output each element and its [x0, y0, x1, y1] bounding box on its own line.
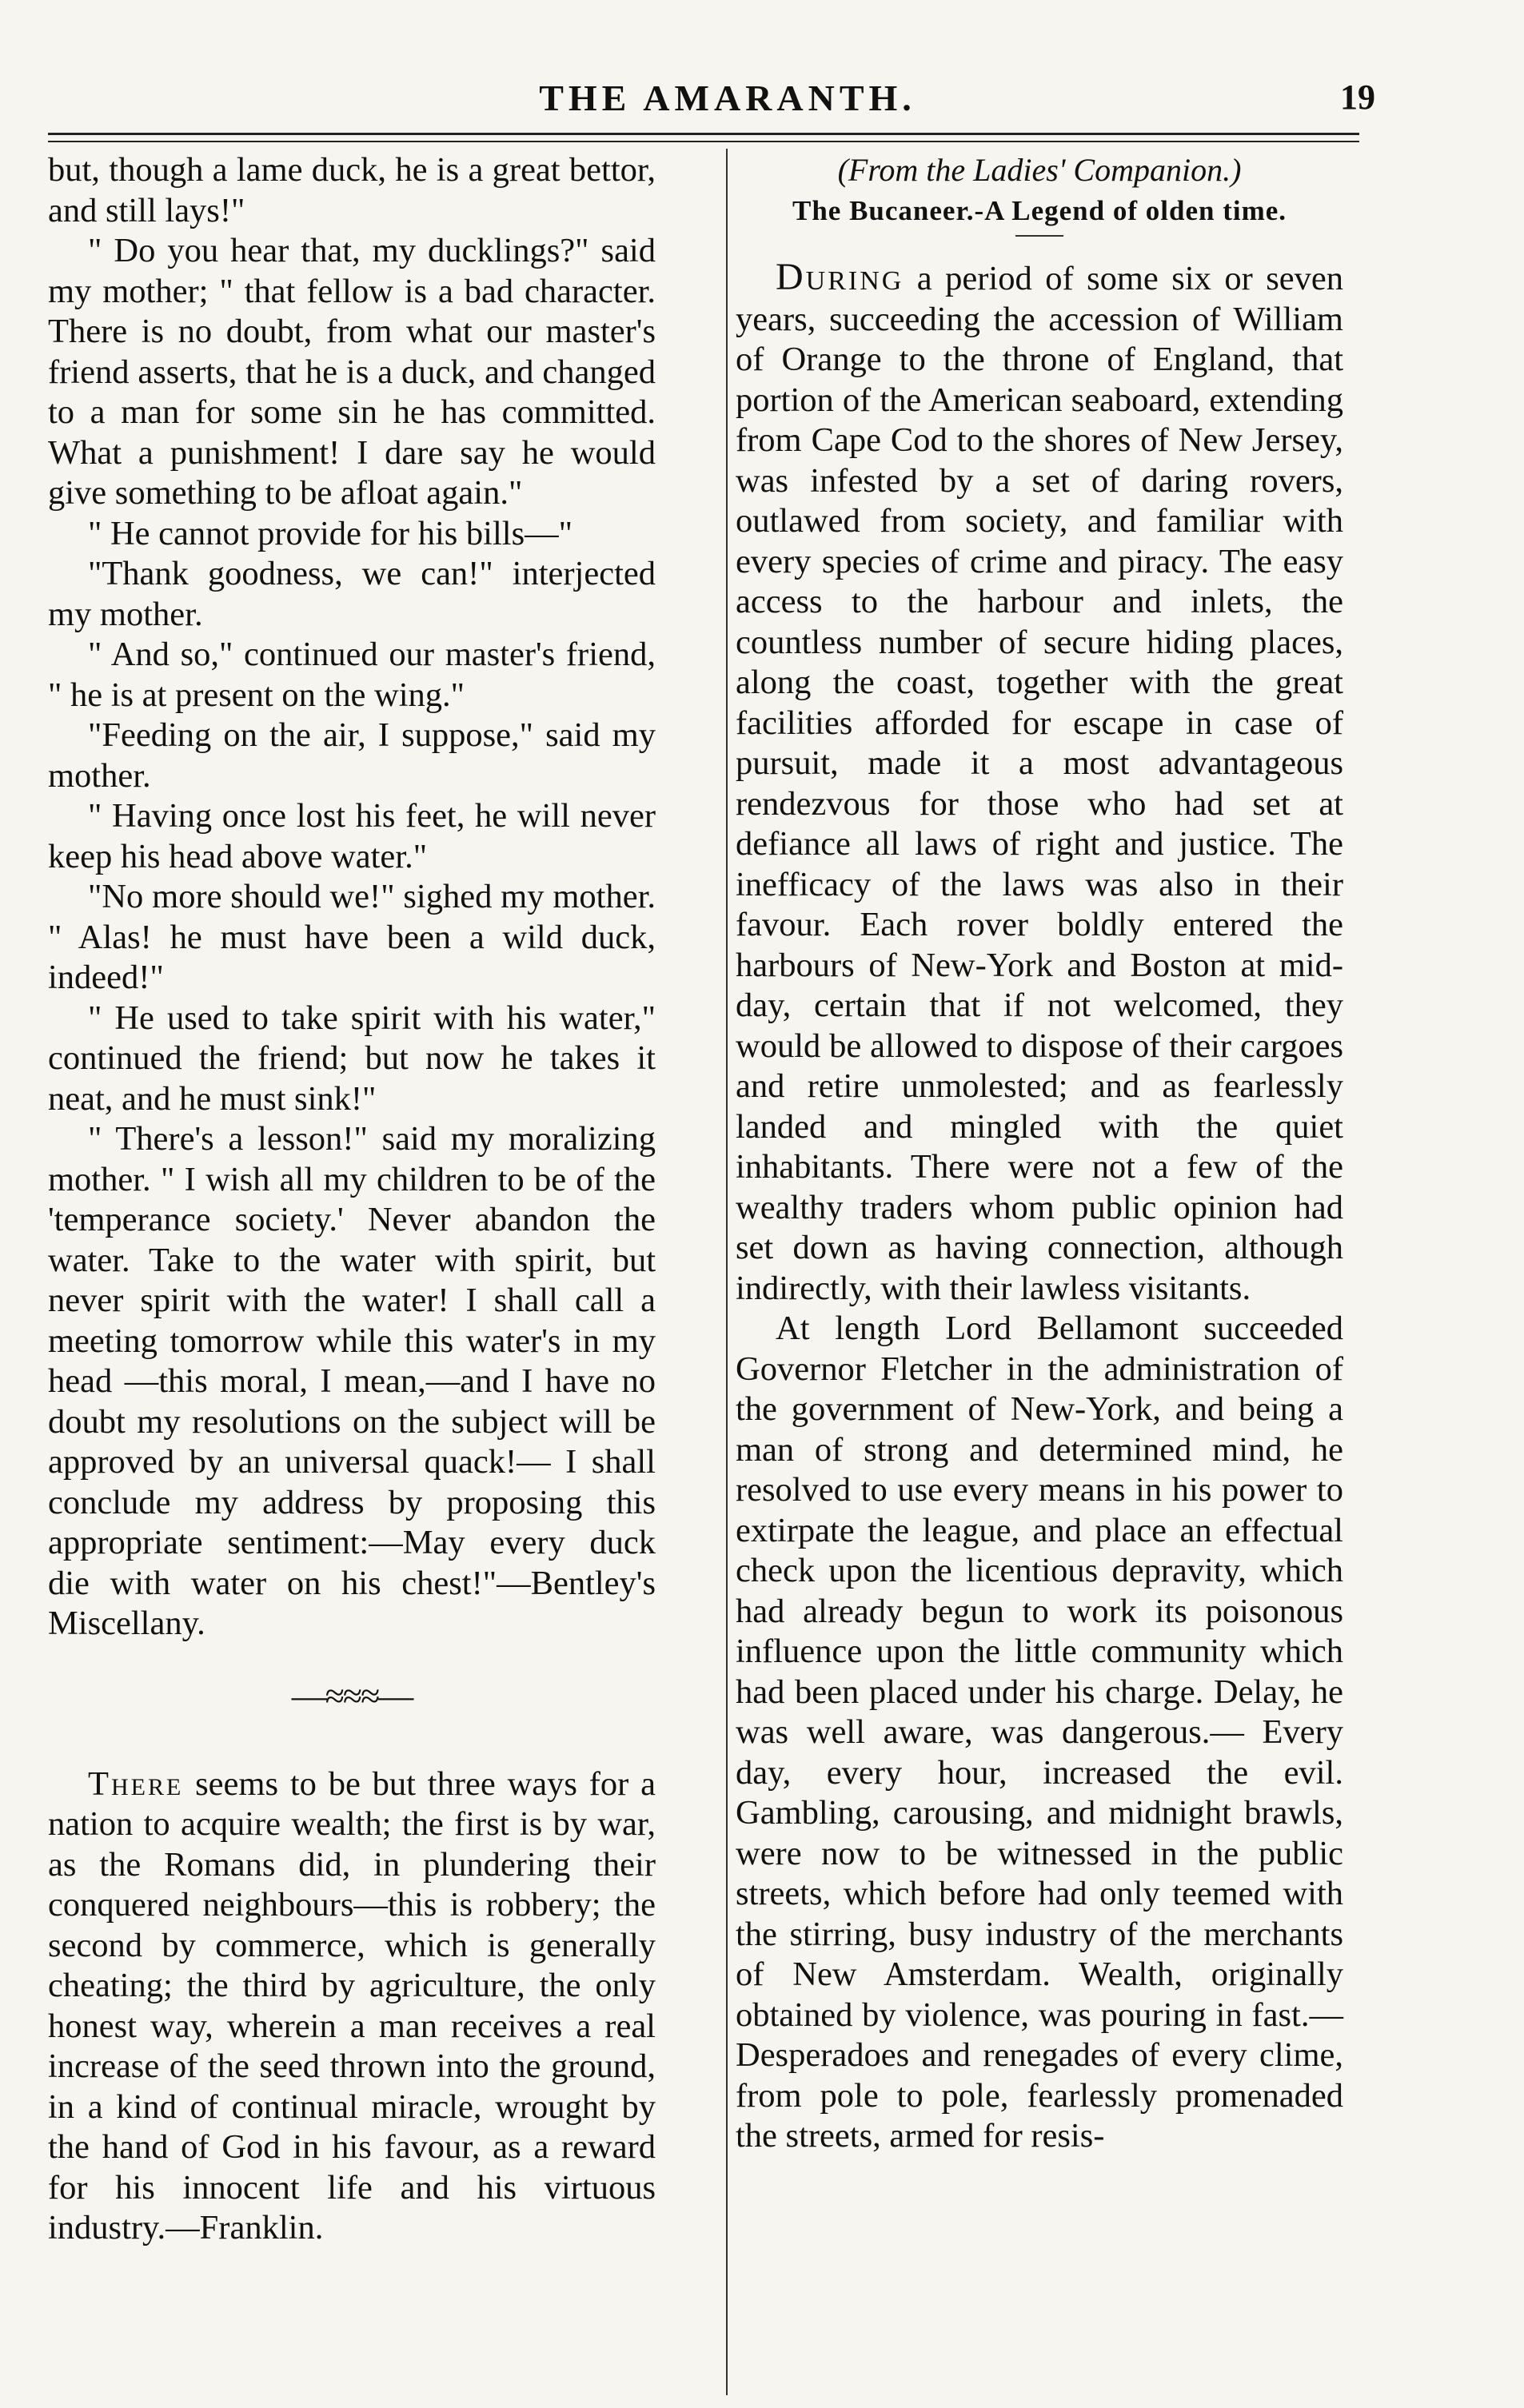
page-title: THE AMARANTH.: [539, 78, 916, 118]
franklin-paragraph: [48, 1764, 656, 2249]
drop-word: There: [88, 1764, 184, 1803]
title-rule: [1015, 235, 1063, 237]
paragraph: but, though a lame duck, he is a great bettor, and still lays!": [48, 151, 656, 229]
paragraph: " And so," continued our master's friend, " he is at present on the wing.": [48, 636, 656, 714]
column-divider: [726, 149, 728, 2395]
section-ornament: —≈≈≈—: [291, 1676, 413, 1716]
paragraph: " Do you hear that, my ducklings?" said my mother; " that fellow is a bad character. There is no doubt, from what our master's friend asserts, that he is a duck, and changed to a man for some sin he has committed. What a punishment! I dare say he would give something to be afloat again.": [48, 232, 656, 512]
paragraph-text: seems to be but three ways for a nation to acquire wealth; the first is by war, as the Romans did, in plundering their conquered neighbours—this is robbery; the second by commerce, which is generally cheating; the third by agriculture, the only honest way, wherein a man receives a real increase of the seed thrown into the ground, in a kind of continual miracle, wrought by the hand of God in his favour, as a reward for his innocent life and his virtuous industry.—Franklin.: [48, 1764, 656, 2247]
paragraph-text: a period of some six or seven years, succeeding the accession of William of Orange to the throne of England, that portion of the American seaboard, extending from Cape Cod to the shores of New Jersey, was infested by a set of daring rovers, outlawed from society, and familiar with every species of crime and piracy. The easy access to the harbour and inlets, the countless number of secure hiding places, along the coast, together with the great facilities afforded for escape in case of pursuit, made it a most advantageous rendezvous for those who had set at defiance all laws of right and justice. The inefficacy of the laws was also in their favour. Each rover boldly entered the harbours of New-York and Boston at mid-day, certain that if not welcomed, they would be allowed to dispose of their cargoes and retire unmolested; and as fearlessly landed and mingled with the quiet inhabitants. There were not a few of the wealthy traders whom public opinion had set down as having connection, although indirectly, with their lawless visitants.: [736, 260, 1343, 1307]
header-rule: [48, 133, 1359, 135]
right-column: [736, 150, 1343, 2157]
paragraph: "Feeding on the air, I suppose," said my mother.: [48, 716, 656, 795]
left-column: [48, 150, 656, 2249]
paragraph: "Thank goodness, we can!" interjected my mother.: [48, 555, 656, 633]
paragraph: " He cannot provide for his bills—": [88, 514, 572, 552]
paragraph: " He used to take spirit with his water," continued the friend; but now he takes it neat, and he must sink!": [48, 999, 656, 1118]
drop-word: During: [776, 256, 904, 298]
paragraph: " There's a lesson!" said my moralizing mother. " I wish all my children to be of the 'temperance society.' Never abandon the water. Take to the water with spirit, but never spirit with the water! I shall call a meeting tomorrow while this water's in my head —this moral, I mean,—and I have no doubt my resolutions on the subject will be approved by an universal quack!— I shall conclude my address by proposing this appropriate sentiment:—May every duck die with water on his chest!"—Bentley's Miscellany.: [48, 1120, 656, 1642]
article-source: (From the Ladies' Companion.): [837, 152, 1242, 188]
paragraph: " Having once lost his feet, he will never keep his head above water.": [48, 797, 656, 875]
article-title: The Bucaneer.-A Legend of olden time.: [792, 195, 1287, 226]
paragraph: "No more should we!" sighed my mother. " Alas! he must have been a wild duck, indeed!": [48, 878, 656, 996]
page-number: 19: [1340, 78, 1375, 117]
running-header: [96, 77, 1375, 133]
paragraph: At length Lord Bellamont succeeded Governor Fletcher in the administration of the government of New-York, and being a man of strong and determined mind, he resolved to use every means in his power to extirpate the league, and place an effectual check upon the licentious depravity, which had already begun to work its poisonous influence upon the little community which had been placed under his charge. Delay, he was well aware, was dangerous.— Every day, every hour, increased the evil. Gambling, carousing, and midnight brawls, were now to be witnessed in the public streets, which before had only teemed with the stirring, busy industry of the merchants of New Amsterdam. Wealth, originally obtained by violence, was pouring in fast.— Desperadoes and renegades of every clime, from pole to pole, fearlessly promenaded the streets, armed for resis-: [736, 1310, 1343, 2155]
header-rule-thin: [48, 141, 1359, 142]
paragraph: [736, 257, 1343, 1309]
